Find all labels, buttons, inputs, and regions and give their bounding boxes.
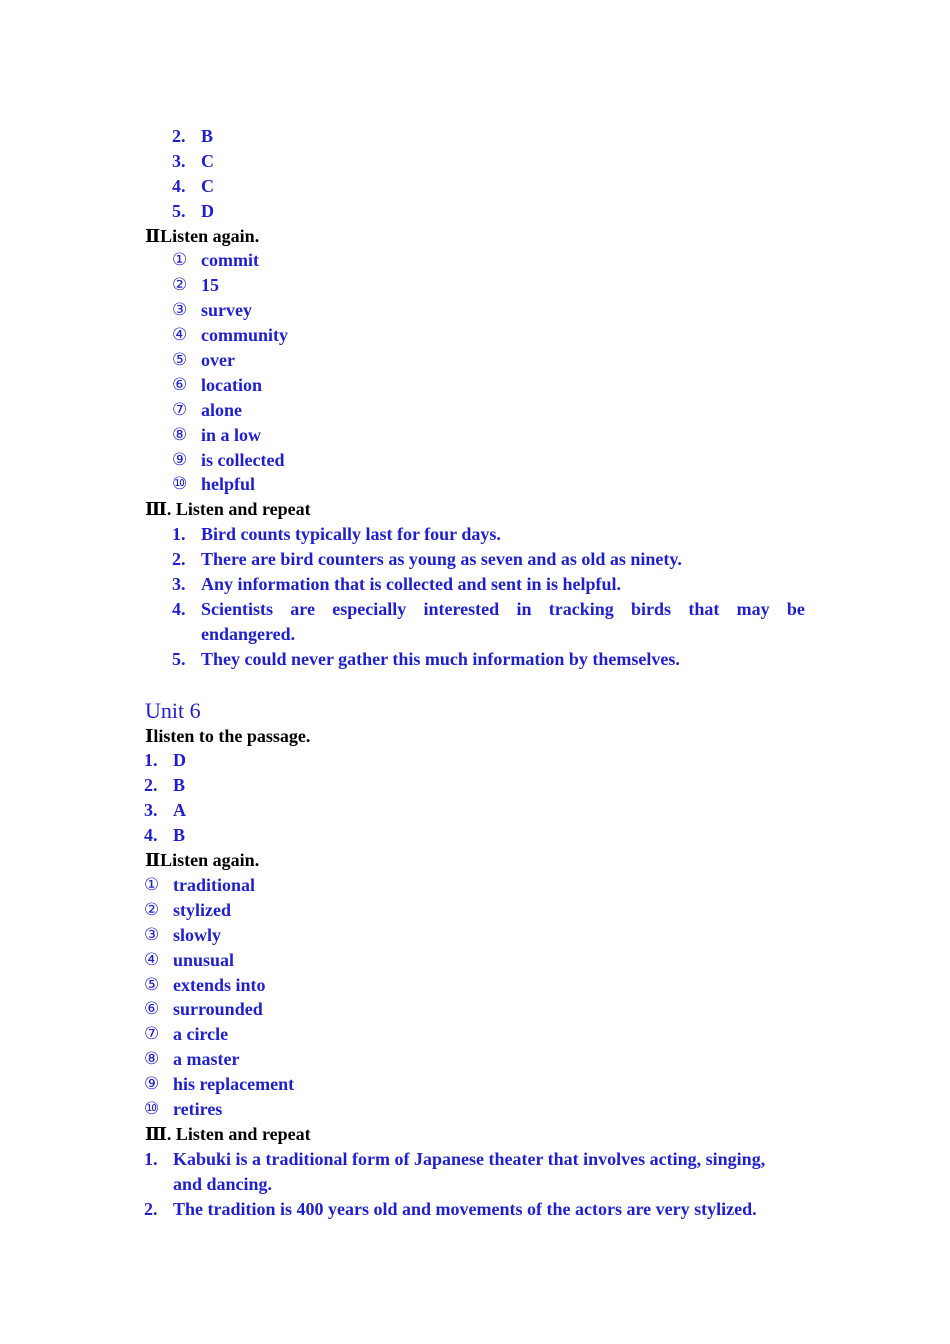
list-item (0, 748, 950, 773)
item-number: ① (144, 874, 160, 895)
item-answer: commit (201, 250, 259, 271)
list-item (0, 547, 950, 572)
item-number: 5. (172, 648, 186, 669)
list-item (0, 923, 950, 948)
word: that (688, 598, 720, 619)
item-answer: B (173, 775, 186, 796)
list-item (0, 873, 950, 898)
item-answer: B (201, 126, 214, 146)
item-number: 1. (172, 524, 186, 545)
list-item (0, 522, 950, 547)
item-number: ② (144, 899, 160, 920)
item-answer: community (201, 325, 288, 346)
item-answer: helpful (201, 474, 256, 495)
unit5-part2-heading: ⅡListen again. (145, 225, 260, 246)
item-number: ③ (172, 300, 188, 321)
item-answer: traditional (173, 874, 256, 895)
item-number: ④ (144, 949, 160, 970)
item-sentence: They could never gather this much information by themselves. (201, 648, 680, 669)
item-answer: survey (201, 300, 252, 321)
word: birds (631, 598, 672, 619)
item-sentence: Bird counts typically last for four days. (201, 524, 501, 545)
word: in (516, 598, 532, 619)
item-answer: 15 (201, 275, 219, 296)
word: tracking (548, 598, 614, 619)
unit6-part1-heading: Ⅰlisten to the passage. (145, 725, 311, 746)
list-item (0, 898, 950, 923)
unit6-part2-list (0, 873, 950, 1122)
item-answer: D (173, 750, 186, 771)
list-item (0, 572, 950, 597)
item-number: 2. (172, 549, 186, 570)
item-sentence-line2: endangered. (201, 623, 296, 644)
item-answer: in a low (201, 424, 262, 445)
item-sentence: Any information that is collected and sent in is helpful. (201, 574, 622, 595)
list-item (0, 997, 950, 1022)
list-item (0, 423, 950, 448)
list-item (0, 273, 950, 298)
item-answer: extends into (173, 974, 266, 995)
unit5-part2-list (0, 248, 950, 497)
item-sentence: There are bird counters as young as seven and as old as ninety. (201, 549, 682, 570)
unit6-part3-heading: Ⅲ. Listen and repeat (145, 1123, 311, 1144)
item-number: 1. (144, 750, 158, 771)
item-number: 4. (172, 175, 186, 196)
item-answer: retires (173, 1098, 223, 1119)
item-answer: D (201, 200, 214, 221)
word: Scientists (201, 598, 273, 619)
list-item (0, 248, 950, 273)
item-sentence: The tradition is 400 years old and movements of the actors are very stylized. (173, 1198, 757, 1219)
item-sentence-line1 (201, 597, 805, 622)
item-number: ⑤ (144, 974, 160, 995)
item-answer: stylized (173, 899, 231, 920)
word: especially (332, 598, 407, 619)
unit5-part3-list (0, 522, 950, 671)
item-number: 4. (144, 825, 158, 846)
unit6-part3-list (0, 1147, 950, 1222)
item-sentence-line1: Kabuki is a traditional form of Japanese theater that involves acting, singing, (173, 1148, 766, 1169)
list-item (0, 823, 950, 848)
item-answer: C (201, 150, 214, 171)
item-answer: over (201, 350, 235, 371)
item-number: 5. (172, 200, 186, 221)
word: are (290, 598, 315, 619)
item-number: ⑤ (172, 350, 188, 371)
item-answer: is collected (201, 449, 285, 470)
unit6-part2-heading: ⅡListen again. (145, 850, 260, 871)
item-number: ⑥ (172, 374, 188, 395)
list-item (0, 948, 950, 973)
list-item (0, 472, 950, 497)
list-item (0, 199, 950, 224)
item-number: ③ (144, 924, 160, 945)
item-number: ⑩ (172, 474, 188, 495)
list-item (0, 149, 950, 174)
word: may (736, 598, 770, 619)
list-item (0, 773, 950, 798)
section-heading (0, 497, 950, 522)
unit5-part1-list (0, 124, 950, 224)
item-answer: his replacement (173, 1074, 295, 1095)
item-number: 3. (172, 574, 186, 595)
item-answer: location (201, 374, 262, 395)
list-item (0, 448, 950, 473)
list-item (0, 973, 950, 998)
item-answer: A (173, 800, 186, 821)
item-answer: alone (201, 399, 243, 420)
list-item (0, 597, 950, 622)
item-answer: unusual (173, 949, 235, 970)
list-item (0, 398, 950, 423)
item-number: ⑩ (144, 1098, 160, 1119)
unit-heading (0, 694, 950, 724)
list-item (0, 1147, 950, 1172)
list-item-continuation (0, 622, 950, 647)
word: interested (423, 598, 500, 619)
item-number: 4. (172, 598, 186, 619)
item-number: ⑦ (172, 399, 188, 420)
item-number: ① (172, 250, 188, 271)
item-number: ⑧ (144, 1049, 160, 1070)
word: be (786, 598, 805, 619)
unit5-part3-heading: Ⅲ. Listen and repeat (145, 499, 311, 520)
answer-key-page (0, 124, 950, 1221)
item-answer: slowly (173, 924, 222, 945)
list-item (0, 174, 950, 199)
list-item-continuation (0, 1172, 950, 1197)
list-item (0, 348, 950, 373)
item-number: 1. (144, 1148, 158, 1169)
item-answer: surrounded (173, 999, 263, 1020)
section-heading (0, 224, 950, 249)
item-number: ⑧ (172, 424, 188, 445)
list-item (0, 647, 950, 672)
item-number: ② (172, 275, 188, 296)
unit6-title: Unit 6 (145, 697, 201, 723)
section-heading (0, 1122, 950, 1147)
list-item (0, 1047, 950, 1072)
item-number: 3. (172, 150, 186, 171)
item-number: ④ (172, 325, 188, 346)
section-heading (0, 724, 950, 749)
item-number: ⑨ (172, 449, 188, 470)
list-item (0, 373, 950, 398)
item-answer: C (201, 175, 214, 196)
item-sentence-line2: and dancing. (173, 1173, 273, 1194)
list-item (0, 298, 950, 323)
item-number: 2. (172, 126, 186, 146)
item-number: 3. (144, 800, 158, 821)
item-number: ⑥ (144, 999, 160, 1020)
list-item (0, 323, 950, 348)
list-item (0, 1097, 950, 1122)
list-item (0, 1022, 950, 1047)
list-item (0, 1072, 950, 1097)
item-answer: B (173, 825, 186, 846)
item-number: 2. (144, 775, 158, 796)
item-number: ⑦ (144, 1024, 160, 1045)
list-item (0, 1197, 950, 1222)
list-item (0, 124, 950, 149)
list-item (0, 798, 950, 823)
unit6-part1-list (0, 748, 950, 848)
section-heading (0, 848, 950, 873)
item-number: 2. (144, 1198, 158, 1219)
item-number: ⑨ (144, 1074, 160, 1095)
item-answer: a circle (173, 1024, 229, 1045)
item-answer: a master (173, 1049, 240, 1070)
